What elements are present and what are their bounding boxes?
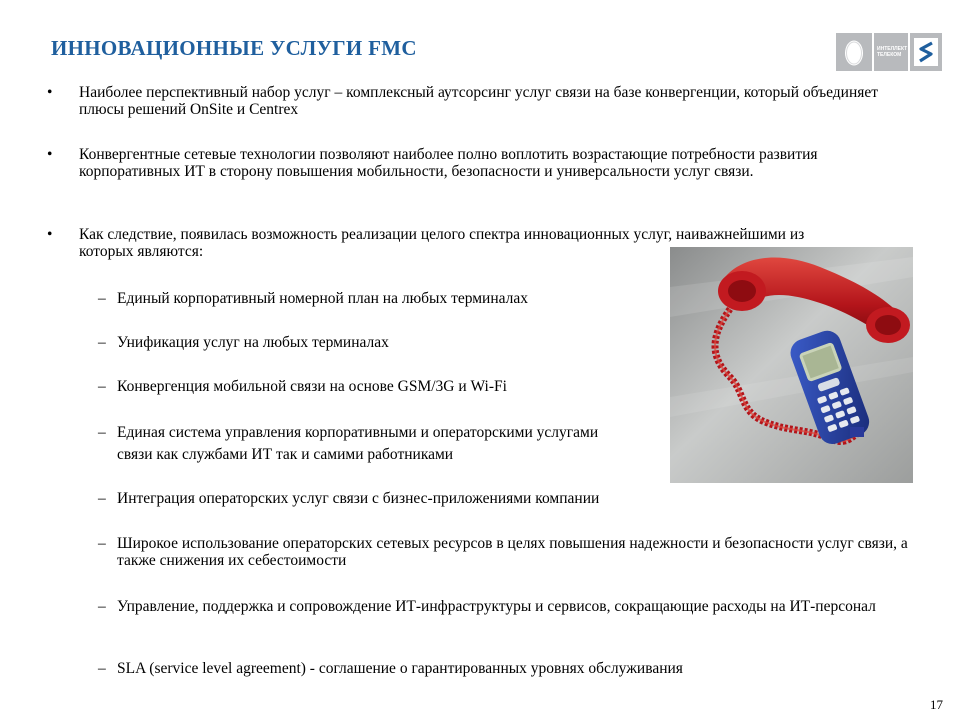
egg-emblem-icon bbox=[836, 33, 872, 71]
dash-glyph: – bbox=[98, 535, 106, 552]
dash-glyph: – bbox=[98, 378, 106, 395]
logo-caption bbox=[874, 33, 908, 71]
sub-item-text: SLA (service level agreement) - соглашение о гарантированных уровнях обслуживания bbox=[117, 660, 683, 677]
bullet-text: Как следствие, появилась возможность реализации целого спектра инновационных услуг, наиважнейшими из которых являются: bbox=[79, 226, 805, 260]
sub-item-text: Унификация услуг на любых терминалах bbox=[117, 334, 389, 351]
sub-item-text: Единый корпоративный номерной план на любых терминалах bbox=[117, 290, 529, 307]
logo-caption-line2: ТЕЛЕКОМ bbox=[877, 52, 902, 58]
sub-item-text: Широкое использование операторских сетевых ресурсов в целях повышения надежности и безопасности услуг связи, а также снижения их себестоимости bbox=[117, 535, 908, 569]
bullet-text: Конвергентные сетевые технологии позволяют наиболее полно воплотить возрастающие потребности развития корпоративных ИТ в сторону повышения мобильности, безопасности и универсальности услуг связи. bbox=[79, 146, 818, 180]
sub-item-text: Интеграция операторских услуг связи с бизнес-приложениями компании bbox=[117, 490, 600, 507]
dash-glyph: – bbox=[98, 490, 106, 507]
sub-item-text: Управление, поддержка и сопровождение ИТ-инфраструктуры и сервисов, сокращающие расходы на ИТ-персонал bbox=[117, 598, 876, 615]
handset-and-mobile-photo bbox=[670, 247, 913, 483]
dash-glyph: – bbox=[98, 424, 106, 441]
dash-glyph: – bbox=[98, 334, 106, 351]
bullet-glyph: • bbox=[47, 84, 53, 101]
telecom-s-icon bbox=[910, 33, 942, 71]
dash-glyph: – bbox=[98, 660, 106, 677]
bullet-glyph: • bbox=[47, 226, 53, 243]
bullet-glyph: • bbox=[47, 146, 53, 163]
company-logo bbox=[836, 33, 942, 71]
sub-item-text: Единая система управления корпоративными и операторскими услугами связи как службами ИТ так и самими работниками bbox=[117, 424, 599, 463]
logo-caption-line1: ИНТЕЛЛЕКТ bbox=[877, 46, 908, 52]
slide-title: ИННОВАЦИОННЫЕ УСЛУГИ FMC bbox=[51, 36, 417, 60]
dash-glyph: – bbox=[98, 598, 106, 615]
page-number: 17 bbox=[930, 697, 943, 712]
bullet-text: Наиболее перспективный набор услуг – комплексный аутсорсинг услуг связи на базе конвергенции, который объединяет плюсы решений OnSite и Centrex bbox=[79, 84, 879, 118]
sub-item-text: Конвергенция мобильной связи на основе GSM/3G и Wi-Fi bbox=[117, 378, 507, 395]
dash-glyph: – bbox=[98, 290, 106, 307]
